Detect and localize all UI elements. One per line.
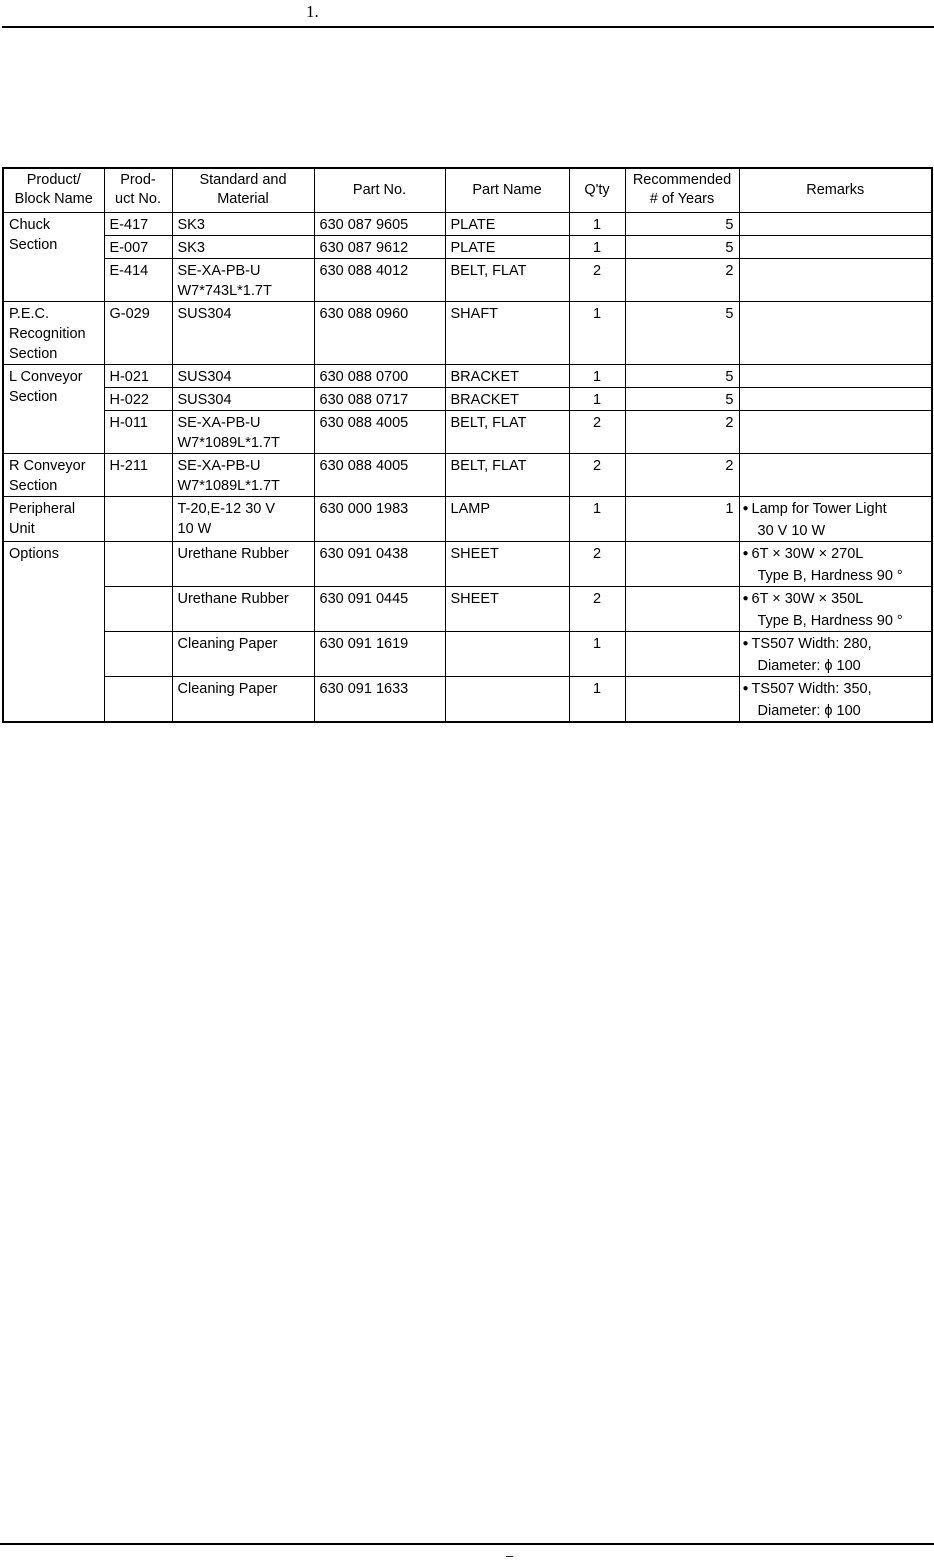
cell-line: SE-XA-PB-U [177,414,261,431]
bullet-icon: ● [742,637,749,649]
bullet-icon: ● [742,547,749,559]
cell-line: SUS304 [177,305,232,322]
cell-remarks [739,212,932,235]
cell-years: 2 [625,258,739,301]
cell-line: Section [9,236,58,253]
cell-line: Section [9,345,58,362]
cell-part-no: 630 091 1633 [314,676,445,722]
cell-remarks [739,496,932,541]
cell-remarks [739,631,932,676]
footer-rule [0,1543,934,1545]
cell-block-name [3,453,104,496]
remark-line: Type B, Hardness 90 ° [757,612,903,629]
column-header-product-no [104,168,172,212]
remark-line: 6T × 30W × 270L [751,545,864,562]
cell-material [172,387,314,410]
cell-line: Section [9,477,58,494]
cell-block-name [3,212,104,301]
remark-line: TS507 Width: 280, [751,635,872,652]
cell-material [172,586,314,631]
table-row [3,387,932,410]
cell-block-name [3,364,104,453]
cell-remarks [739,235,932,258]
cell-line: SE-XA-PB-U [177,262,261,279]
cell-product-no: H-011 [104,410,172,453]
cell-remarks [739,453,932,496]
cell-line: Standard and [199,172,287,189]
cell-qty: 2 [569,541,625,586]
cell-material [172,676,314,722]
cell-part-name: PLATE [445,212,569,235]
cell-block-name [3,496,104,541]
cell-line: Material [217,191,269,208]
cell-part-name: SHEET [445,586,569,631]
cell-line: Recognition [9,325,86,342]
remark-line: 6T × 30W × 350L [751,590,864,607]
table-row [3,258,932,301]
cell-product-no: E-007 [104,235,172,258]
remark-line: TS507 Width: 350, [751,680,872,697]
cell-line: Chuck [9,216,51,233]
cell-qty: 1 [569,631,625,676]
cell-line: Part Name [472,181,542,198]
cell-qty: 1 [569,676,625,722]
cell-part-no: 630 087 9605 [314,212,445,235]
cell-material [172,541,314,586]
cell-years: 5 [625,364,739,387]
section-number: 1. [306,2,319,21]
table-row [3,410,932,453]
cell-part-name: BRACKET [445,364,569,387]
cell-remarks [739,364,932,387]
remark-line: Diameter: ϕ 100 [757,657,861,674]
cell-part-no: 630 091 0438 [314,541,445,586]
cell-years [625,541,739,586]
cell-part-no: 630 088 4012 [314,258,445,301]
cell-line: SK3 [177,216,205,233]
column-header-block-name [3,168,104,212]
cell-line: Product/ [26,172,81,189]
cell-product-no [104,496,172,541]
table-row [3,212,932,235]
column-header-material [172,168,314,212]
cell-qty: 1 [569,387,625,410]
remark-line: Type B, Hardness 90 ° [757,567,903,584]
cell-line: SE-XA-PB-U [177,457,261,474]
cell-part-no: 630 088 0717 [314,387,445,410]
cell-material [172,453,314,496]
table-row [3,453,932,496]
cell-line: Peripheral [9,500,76,517]
cell-years: 5 [625,387,739,410]
cell-qty: 2 [569,453,625,496]
cell-years: 5 [625,301,739,364]
cell-line: Section [9,388,58,405]
column-header-part-no [314,168,445,212]
cell-product-no: E-417 [104,212,172,235]
column-header-remarks [739,168,932,212]
cell-part-name: BELT, FLAT [445,453,569,496]
cell-line: Cleaning Paper [177,635,278,652]
cell-years [625,631,739,676]
cell-product-no: G-029 [104,301,172,364]
table-row [3,586,932,631]
bullet-icon: ● [742,592,749,604]
cell-line: SK3 [177,239,205,256]
cell-material [172,364,314,387]
cell-part-name: PLATE [445,235,569,258]
cell-block-name [3,301,104,364]
table-row [3,235,932,258]
cell-part-name [445,631,569,676]
cell-product-no [104,586,172,631]
cell-part-no: 630 000 1983 [314,496,445,541]
cell-part-name: BRACKET [445,387,569,410]
cell-line: uct No. [115,191,161,208]
cell-part-name: BELT, FLAT [445,258,569,301]
cell-remarks [739,541,932,586]
cell-line: W7*743L*1.7T [177,282,272,299]
cell-line: Block Name [14,191,93,208]
table-row [3,631,932,676]
cell-part-no: 630 087 9612 [314,235,445,258]
remark-line: Diameter: ϕ 100 [757,702,861,719]
table-row [3,364,932,387]
cell-line: Part No. [352,181,407,198]
cell-part-no: 630 088 0700 [314,364,445,387]
remark-line: 30 V 10 W [757,522,826,539]
cell-line: W7*1089L*1.7T [177,434,280,451]
cell-years [625,676,739,722]
table-header-row [3,168,932,212]
cell-line: Q'ty [584,181,610,198]
cell-line: T-20,E-12 30 V [177,500,276,517]
cell-line: W7*1089L*1.7T [177,477,280,494]
cell-product-no [104,676,172,722]
cell-part-name [445,676,569,722]
cell-part-no: 630 088 4005 [314,410,445,453]
cell-qty: 1 [569,364,625,387]
cell-qty: 1 [569,301,625,364]
cell-remarks [739,410,932,453]
cell-line: Urethane Rubber [177,590,289,607]
cell-product-no: H-211 [104,453,172,496]
cell-line: Remarks [806,181,865,198]
cell-line: 10 W [177,520,212,537]
bullet-icon: ● [742,502,749,514]
cell-part-name: LAMP [445,496,569,541]
cell-line: Cleaning Paper [177,680,278,697]
column-header-years [625,168,739,212]
table-row [3,676,932,722]
bullet-icon: ● [742,682,749,694]
cell-part-name: SHAFT [445,301,569,364]
remark-line: Lamp for Tower Light [751,500,887,517]
table-row [3,541,932,586]
cell-block-name [3,541,104,722]
cell-product-no: H-021 [104,364,172,387]
parts-table [2,167,933,723]
cell-years: 5 [625,235,739,258]
column-header-qty [569,168,625,212]
cell-line: SUS304 [177,391,232,408]
cell-line: R Conveyor [9,457,86,474]
cell-qty: 1 [569,235,625,258]
cell-line: # of Years [649,191,715,208]
cell-line: Urethane Rubber [177,545,289,562]
cell-line: SUS304 [177,368,232,385]
cell-qty: 2 [569,586,625,631]
cell-line: Recommended [632,172,732,189]
cell-part-no: 630 088 4005 [314,453,445,496]
cell-qty: 2 [569,410,625,453]
cell-line: P.E.C. [9,305,50,322]
cell-product-no: E-414 [104,258,172,301]
cell-part-name: BELT, FLAT [445,410,569,453]
cell-years: 2 [625,410,739,453]
cell-product-no [104,541,172,586]
column-header-part-name [445,168,569,212]
cell-line: Unit [9,520,35,537]
page-number: – [506,1548,514,1563]
cell-material [172,410,314,453]
cell-years [625,586,739,631]
cell-part-name: SHEET [445,541,569,586]
cell-part-no: 630 091 1619 [314,631,445,676]
cell-line: L Conveyor [9,368,83,385]
table-row [3,301,932,364]
cell-part-no: 630 088 0960 [314,301,445,364]
cell-remarks [739,387,932,410]
cell-part-no: 630 091 0445 [314,586,445,631]
header-rule [2,26,934,28]
cell-product-no: H-022 [104,387,172,410]
cell-line: Options [9,545,59,562]
cell-material [172,235,314,258]
cell-qty: 2 [569,258,625,301]
cell-material [172,631,314,676]
table-row [3,496,932,541]
cell-qty: 1 [569,212,625,235]
cell-remarks [739,586,932,631]
cell-material [172,258,314,301]
cell-material [172,212,314,235]
cell-product-no [104,631,172,676]
cell-years: 5 [625,212,739,235]
cell-qty: 1 [569,496,625,541]
cell-years: 1 [625,496,739,541]
cell-remarks [739,301,932,364]
cell-line: Prod- [120,172,156,189]
cell-years: 2 [625,453,739,496]
cell-material [172,496,314,541]
cell-remarks [739,676,932,722]
cell-remarks [739,258,932,301]
cell-material [172,301,314,364]
